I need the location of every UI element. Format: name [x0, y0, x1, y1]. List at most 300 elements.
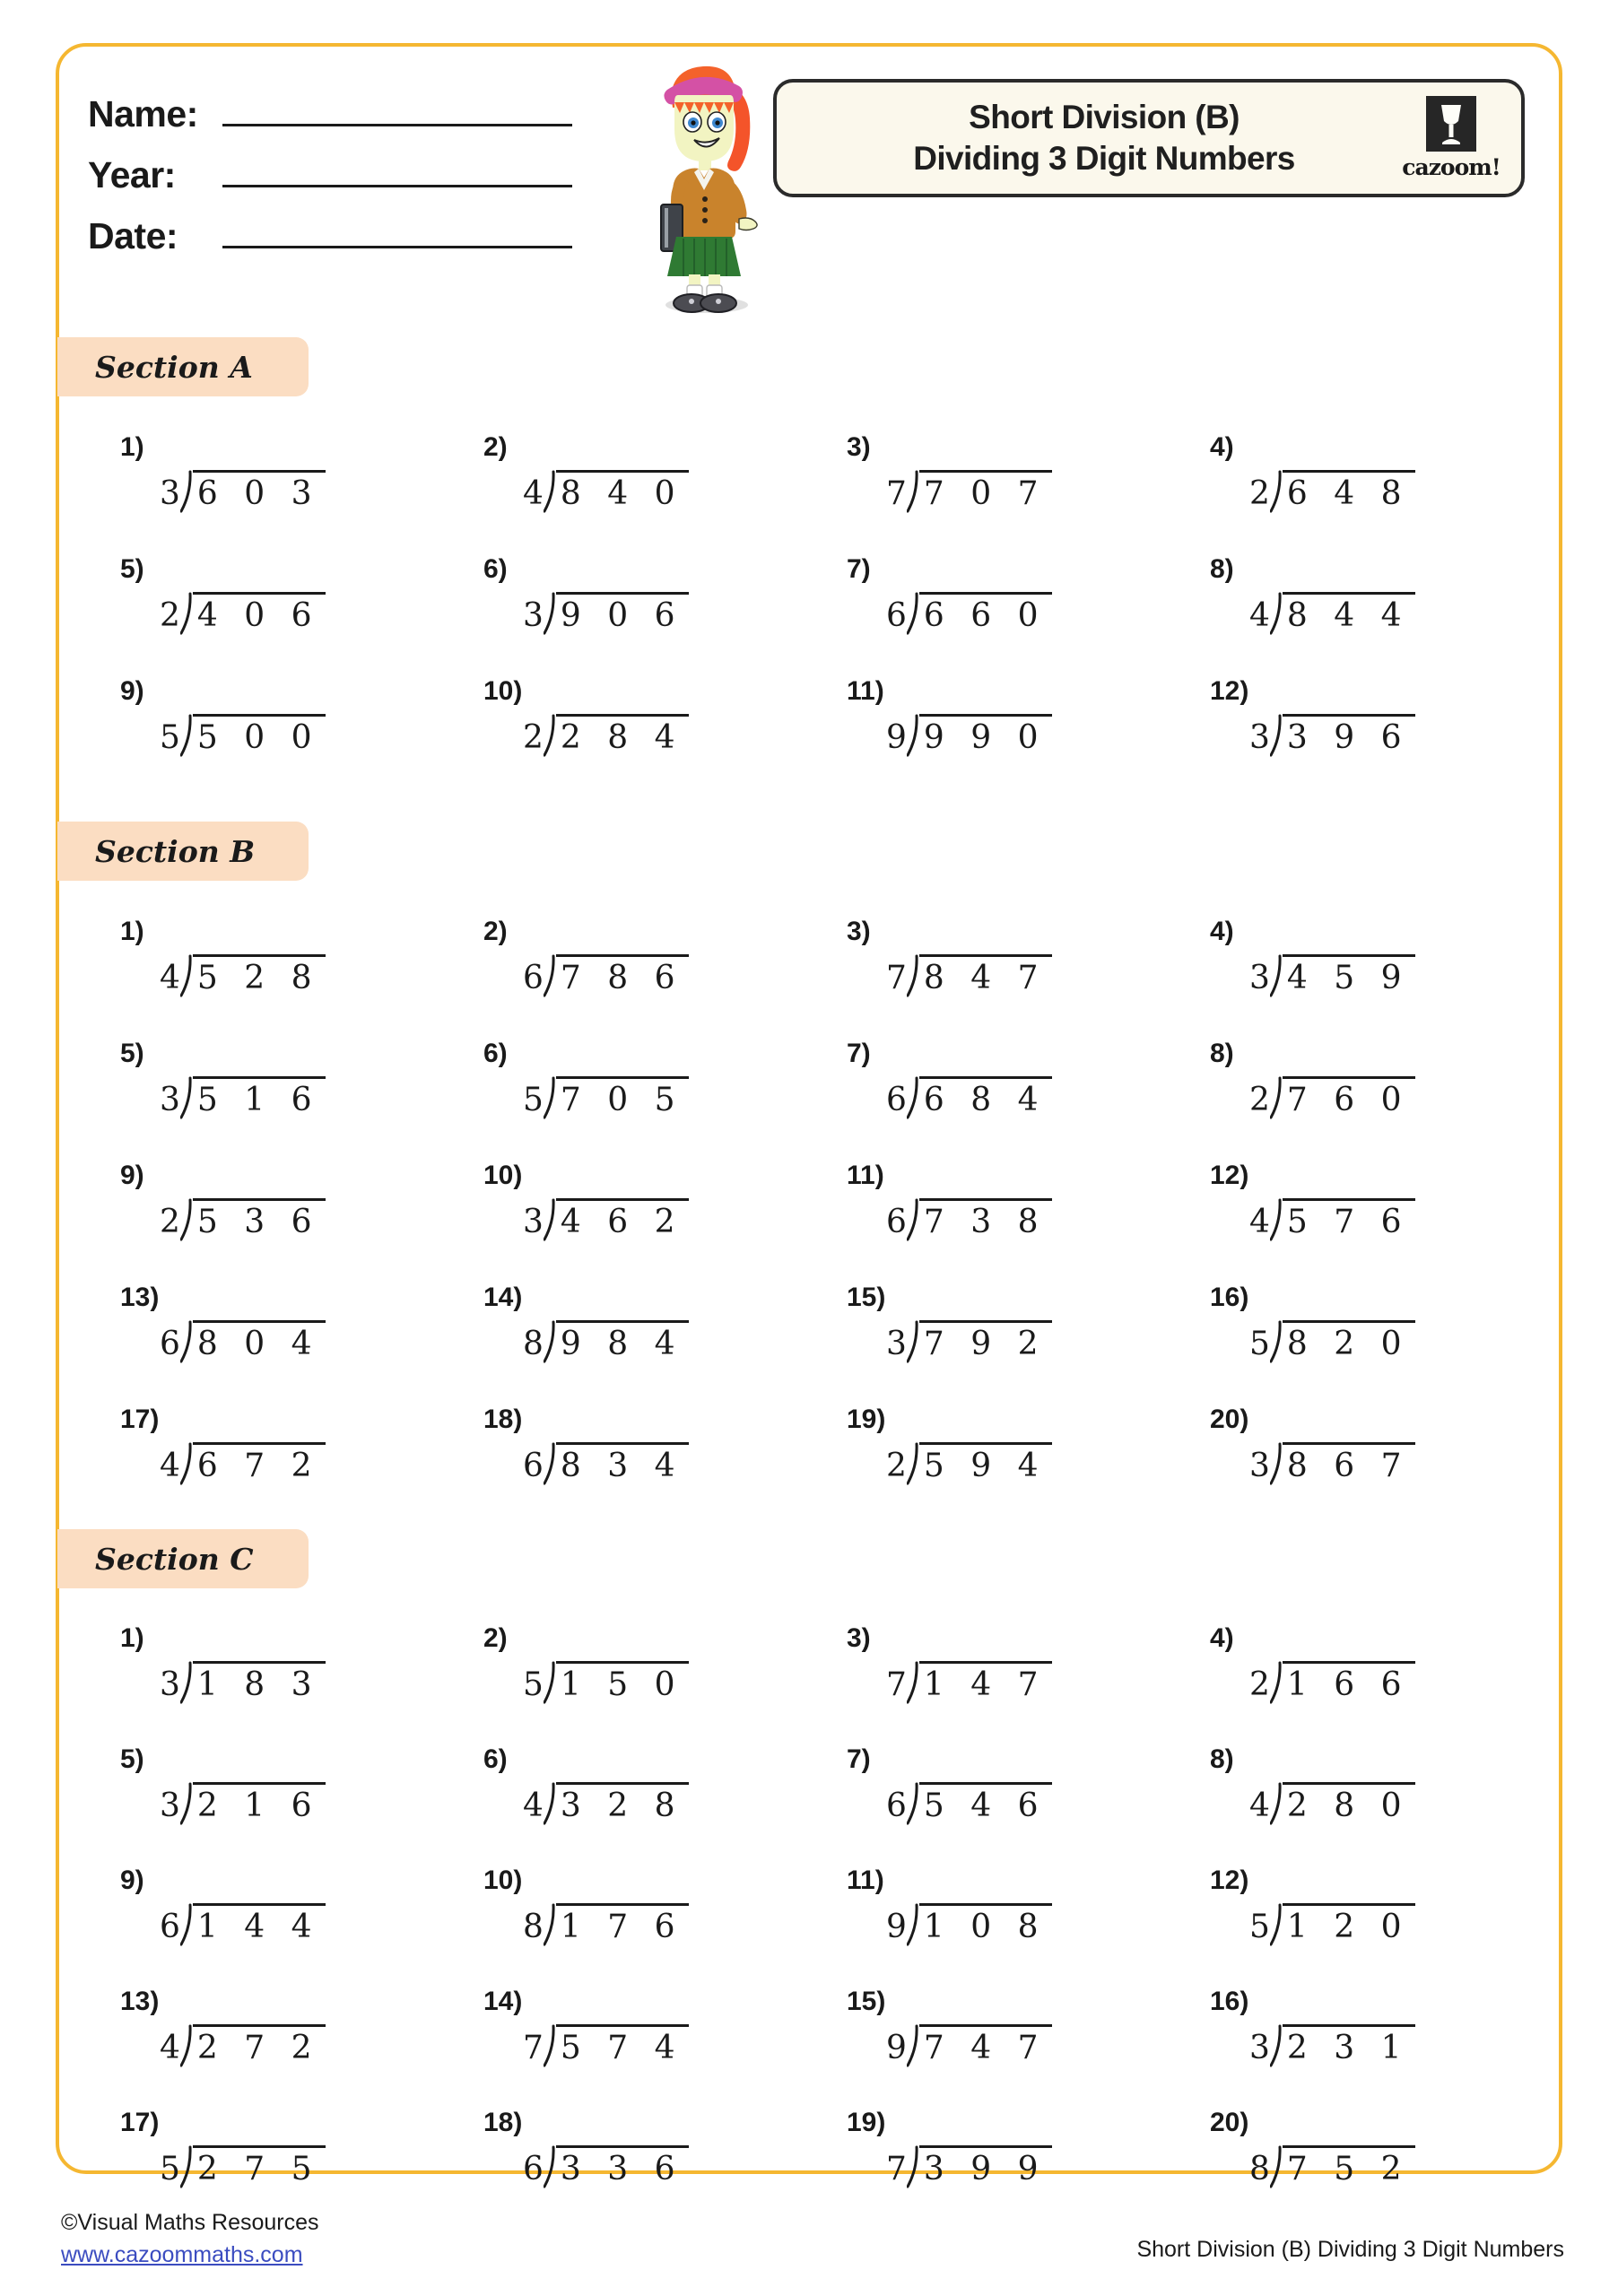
- date-field-input-line[interactable]: [222, 218, 572, 248]
- divisor: 7: [886, 2151, 907, 2187]
- problem-number: 15): [847, 1283, 886, 1312]
- dividend: 1 2 0: [1283, 1903, 1415, 1946]
- section-a-label: Section A: [95, 349, 253, 385]
- short-division-expression: [523, 1442, 813, 1485]
- division-bracket-icon: [180, 714, 193, 757]
- dividend: 3 9 9: [919, 2145, 1052, 2188]
- division-problem: [86, 1987, 449, 2108]
- dividend: 7 4 7: [919, 2024, 1052, 2067]
- dividend: 5 9 4: [919, 1442, 1052, 1485]
- dividend: 2 7 5: [193, 2145, 326, 2188]
- divisor: 4: [160, 960, 180, 996]
- division-problem: [1176, 554, 1539, 676]
- divisor: 9: [886, 1909, 907, 1945]
- divisor: 7: [886, 1666, 907, 1703]
- divisor: 2: [523, 719, 544, 756]
- problem-number: 9): [120, 1866, 144, 1895]
- dividend: 5 1 6: [193, 1076, 326, 1119]
- division-problem: [813, 1866, 1176, 1987]
- section-banner-c: [57, 1529, 309, 1588]
- division-bracket-icon: [1270, 714, 1283, 757]
- dividend: 1 5 0: [556, 1661, 689, 1704]
- problem-number: 15): [847, 1987, 886, 2016]
- dividend: 7 3 8: [919, 1198, 1052, 1241]
- problem-number: 13): [120, 1283, 160, 1312]
- problem-number: 8): [1210, 554, 1234, 584]
- divisor: 6: [523, 960, 544, 996]
- dividend: 5 2 8: [193, 954, 326, 997]
- dividend: 5 4 6: [919, 1782, 1052, 1825]
- divisor: 6: [886, 597, 907, 634]
- short-division-expression: [886, 1782, 1176, 1825]
- problem-number: 14): [483, 1987, 523, 2016]
- dividend: 7 9 2: [919, 1320, 1052, 1363]
- section-banner-a: [57, 337, 309, 396]
- short-division-expression: [886, 592, 1176, 635]
- divisor: 3: [523, 1204, 544, 1240]
- dividend: 5 3 6: [193, 1198, 326, 1241]
- section-c-label: Section C: [95, 1541, 254, 1577]
- goblet-glyph-icon: [1436, 101, 1466, 146]
- division-bracket-icon: [907, 1198, 919, 1241]
- division-problem: [86, 1405, 449, 1526]
- name-field-input-line[interactable]: [222, 96, 572, 126]
- short-division-expression: [1249, 1782, 1539, 1825]
- division-bracket-icon: [907, 2024, 919, 2067]
- problem-number: 5): [120, 1744, 144, 1774]
- problem-number: 6): [483, 1039, 508, 1068]
- short-division-expression: [1249, 1903, 1539, 1946]
- division-bracket-icon: [544, 470, 556, 513]
- division-problem: [813, 917, 1176, 1039]
- short-division-expression: [160, 1903, 449, 1946]
- short-division-expression: [523, 714, 813, 757]
- problem-number: 7): [847, 554, 871, 584]
- short-division-expression: [1249, 1320, 1539, 1363]
- divisor: 3: [160, 1082, 180, 1118]
- problem-number: 2): [483, 432, 508, 462]
- problem-number: 18): [483, 1405, 523, 1434]
- divisor: 4: [523, 1787, 544, 1824]
- short-division-expression: [160, 1320, 449, 1363]
- divisor: 2: [160, 597, 180, 634]
- dividend: 6 4 8: [1283, 470, 1415, 513]
- problem-number: 10): [483, 1161, 523, 1190]
- dividend: 1 0 8: [919, 1903, 1052, 1946]
- division-problem: [1176, 676, 1539, 798]
- divisor: 6: [160, 1909, 180, 1945]
- division-problem: [1176, 1405, 1539, 1526]
- page-title-line2: Dividing 3 Digit Numbers: [913, 140, 1295, 177]
- divisor: 4: [1249, 1204, 1270, 1240]
- division-bracket-icon: [180, 2145, 193, 2188]
- short-division-expression: [886, 1320, 1176, 1363]
- short-division-expression: [160, 2145, 449, 2188]
- division-problem: [449, 1405, 813, 1526]
- dividend: 8 4 4: [1283, 592, 1415, 635]
- divisor: 9: [886, 719, 907, 756]
- footer-copyright: ©Visual Maths Resources: [61, 2210, 319, 2235]
- division-bracket-icon: [544, 1903, 556, 1946]
- problem-number: 7): [847, 1039, 871, 1068]
- short-division-expression: [160, 470, 449, 513]
- dividend: 3 2 8: [556, 1782, 689, 1825]
- division-problem: [449, 1623, 813, 1744]
- divisor: 7: [886, 475, 907, 512]
- worksheet-footer: [0, 2199, 1618, 2296]
- cazoom-logo: [1401, 96, 1501, 180]
- divisor: 2: [886, 1448, 907, 1484]
- problem-number: 9): [120, 1161, 144, 1190]
- year-field-row: [88, 154, 572, 196]
- short-division-expression: [1249, 1076, 1539, 1119]
- name-field-row: [88, 93, 572, 135]
- section-a-problem-grid: [86, 432, 1539, 798]
- division-bracket-icon: [180, 1320, 193, 1363]
- dividend: 5 0 0: [193, 714, 326, 757]
- division-problem: [86, 554, 449, 676]
- dividend: 5 7 4: [556, 2024, 689, 2067]
- division-bracket-icon: [1270, 1198, 1283, 1241]
- problem-number: 10): [483, 1866, 523, 1895]
- division-bracket-icon: [180, 1903, 193, 1946]
- division-problem: [1176, 1039, 1539, 1161]
- problem-number: 1): [120, 917, 144, 946]
- section-b-label: Section B: [95, 833, 256, 869]
- divisor: 8: [523, 1326, 544, 1362]
- short-division-expression: [886, 2145, 1176, 2188]
- problem-number: 16): [1210, 1283, 1249, 1312]
- division-bracket-icon: [907, 1782, 919, 1825]
- division-bracket-icon: [180, 1076, 193, 1119]
- divisor: 4: [1249, 597, 1270, 634]
- problem-number: 5): [120, 1039, 144, 1068]
- division-problem: [86, 1161, 449, 1283]
- dividend: 8 6 7: [1283, 1442, 1415, 1485]
- division-problem: [449, 1866, 813, 1987]
- dividend: 6 6 0: [919, 592, 1052, 635]
- problem-number: 17): [120, 1405, 160, 1434]
- division-bracket-icon: [907, 1442, 919, 1485]
- divisor: 5: [523, 1082, 544, 1118]
- divisor: 5: [160, 719, 180, 756]
- dividend: 1 8 3: [193, 1661, 326, 1704]
- divisor: 2: [1249, 1666, 1270, 1703]
- problem-number: 12): [1210, 1161, 1249, 1190]
- division-bracket-icon: [1270, 1903, 1283, 1946]
- division-problem: [813, 1161, 1176, 1283]
- dividend: 8 4 7: [919, 954, 1052, 997]
- dividend: 2 8 0: [1283, 1782, 1415, 1825]
- divisor: 5: [1249, 1909, 1270, 1945]
- problem-number: 12): [1210, 676, 1249, 706]
- short-division-expression: [886, 714, 1176, 757]
- division-bracket-icon: [544, 954, 556, 997]
- divisor: 6: [886, 1787, 907, 1824]
- division-bracket-icon: [180, 1442, 193, 1485]
- dividend: 1 4 4: [193, 1903, 326, 1946]
- dividend: 6 0 3: [193, 470, 326, 513]
- dividend: 7 5 2: [1283, 2145, 1415, 2188]
- division-bracket-icon: [1270, 1076, 1283, 1119]
- short-division-expression: [160, 2024, 449, 2067]
- problem-number: 19): [847, 2108, 886, 2137]
- dividend: 7 0 7: [919, 470, 1052, 513]
- dividend: 2 3 1: [1283, 2024, 1415, 2067]
- division-problem: [813, 1744, 1176, 1866]
- division-bracket-icon: [544, 592, 556, 635]
- divisor: 8: [1249, 2151, 1270, 2187]
- divisor: 3: [1249, 2030, 1270, 2066]
- division-bracket-icon: [1270, 2145, 1283, 2188]
- divisor: 6: [886, 1082, 907, 1118]
- dividend: 2 1 6: [193, 1782, 326, 1825]
- section-c-problem-grid: [86, 1623, 1539, 2229]
- short-division-expression: [1249, 1198, 1539, 1241]
- problem-number: 18): [483, 2108, 523, 2137]
- divisor: 3: [160, 1787, 180, 1824]
- dividend: 6 8 4: [919, 1076, 1052, 1119]
- division-problem: [449, 554, 813, 676]
- divisor: 2: [1249, 475, 1270, 512]
- problem-number: 6): [483, 554, 508, 584]
- dividend: 9 0 6: [556, 592, 689, 635]
- short-division-expression: [523, 1320, 813, 1363]
- divisor: 3: [160, 1666, 180, 1703]
- division-problem: [86, 1283, 449, 1405]
- division-bracket-icon: [1270, 592, 1283, 635]
- name-field-label: Name:: [88, 93, 198, 135]
- divisor: 6: [886, 1204, 907, 1240]
- short-division-expression: [886, 1442, 1176, 1485]
- divisor: 7: [886, 960, 907, 996]
- division-bracket-icon: [1270, 1442, 1283, 1485]
- cazoom-goblet-icon: [1426, 96, 1476, 152]
- problem-number: 16): [1210, 1987, 1249, 2016]
- short-division-expression: [523, 2024, 813, 2067]
- division-problem: [813, 1039, 1176, 1161]
- problem-number: 9): [120, 676, 144, 706]
- short-division-expression: [160, 1782, 449, 1825]
- dividend: 2 8 4: [556, 714, 689, 757]
- division-bracket-icon: [544, 1661, 556, 1704]
- dividend: 4 0 6: [193, 592, 326, 635]
- date-field-label: Date:: [88, 215, 178, 257]
- division-problem: [813, 1405, 1176, 1526]
- division-bracket-icon: [544, 1320, 556, 1363]
- short-division-expression: [160, 1076, 449, 1119]
- dividend: 8 3 4: [556, 1442, 689, 1485]
- short-division-expression: [1249, 2145, 1539, 2188]
- dividend: 5 7 6: [1283, 1198, 1415, 1241]
- divisor: 7: [523, 2030, 544, 2066]
- short-division-expression: [523, 470, 813, 513]
- short-division-expression: [523, 592, 813, 635]
- division-bracket-icon: [907, 714, 919, 757]
- short-division-expression: [523, 1782, 813, 1825]
- divisor: 2: [160, 1204, 180, 1240]
- divisor: 6: [160, 1326, 180, 1362]
- division-problem: [449, 1039, 813, 1161]
- short-division-expression: [886, 1661, 1176, 1704]
- division-bracket-icon: [180, 2024, 193, 2067]
- division-bracket-icon: [544, 1442, 556, 1485]
- divisor: 3: [1249, 1448, 1270, 1484]
- dividend: 4 6 2: [556, 1198, 689, 1241]
- division-problem: [1176, 1744, 1539, 1866]
- problem-number: 2): [483, 917, 508, 946]
- division-bracket-icon: [1270, 954, 1283, 997]
- divisor: 2: [1249, 1082, 1270, 1118]
- divisor: 6: [523, 2151, 544, 2187]
- division-bracket-icon: [1270, 1661, 1283, 1704]
- division-problem: [86, 432, 449, 554]
- problem-number: 11): [847, 1866, 884, 1895]
- problem-number: 14): [483, 1283, 523, 1312]
- date-field-row: [88, 215, 572, 257]
- problem-number: 8): [1210, 1744, 1234, 1774]
- footer-credit: [61, 2206, 319, 2272]
- division-bracket-icon: [180, 1782, 193, 1825]
- short-division-expression: [886, 1076, 1176, 1119]
- divisor: 5: [523, 1666, 544, 1703]
- division-problem: [449, 1744, 813, 1866]
- division-problem: [86, 1866, 449, 1987]
- division-problem: [449, 432, 813, 554]
- divisor: 3: [1249, 960, 1270, 996]
- short-division-expression: [1249, 592, 1539, 635]
- division-bracket-icon: [544, 1782, 556, 1825]
- year-field-label: Year:: [88, 154, 176, 196]
- divisor: 6: [523, 1448, 544, 1484]
- division-problem: [813, 1283, 1176, 1405]
- year-field-input-line[interactable]: [222, 157, 572, 187]
- division-problem: [449, 1987, 813, 2108]
- short-division-expression: [886, 954, 1176, 997]
- section-b-problem-grid: [86, 917, 1539, 1526]
- page-title: [807, 97, 1401, 180]
- division-bracket-icon: [907, 1320, 919, 1363]
- division-bracket-icon: [907, 2145, 919, 2188]
- divisor: 4: [1249, 1787, 1270, 1824]
- division-bracket-icon: [907, 954, 919, 997]
- short-division-expression: [523, 1903, 813, 1946]
- dividend: 6 7 2: [193, 1442, 326, 1485]
- short-division-expression: [1249, 1661, 1539, 1704]
- division-problem: [449, 917, 813, 1039]
- footer-website-link[interactable]: www.cazoommaths.com: [61, 2242, 303, 2268]
- divisor: 3: [160, 475, 180, 512]
- problem-number: 13): [120, 1987, 160, 2016]
- division-problem: [86, 676, 449, 798]
- division-problem: [449, 676, 813, 798]
- divisor: 3: [523, 597, 544, 634]
- problem-number: 4): [1210, 917, 1234, 946]
- division-bracket-icon: [180, 1198, 193, 1241]
- division-bracket-icon: [1270, 470, 1283, 513]
- problem-number: 6): [483, 1744, 508, 1774]
- dividend: 7 8 6: [556, 954, 689, 997]
- division-bracket-icon: [544, 2145, 556, 2188]
- problem-number: 1): [120, 1623, 144, 1653]
- division-bracket-icon: [907, 592, 919, 635]
- short-division-expression: [160, 954, 449, 997]
- dividend: 9 9 0: [919, 714, 1052, 757]
- divisor: 8: [523, 1909, 544, 1945]
- division-bracket-icon: [180, 470, 193, 513]
- short-division-expression: [1249, 2024, 1539, 2067]
- short-division-expression: [160, 714, 449, 757]
- short-division-expression: [523, 1198, 813, 1241]
- division-bracket-icon: [907, 1076, 919, 1119]
- problem-number: 1): [120, 432, 144, 462]
- short-division-expression: [160, 592, 449, 635]
- division-problem: [1176, 1866, 1539, 1987]
- division-bracket-icon: [180, 592, 193, 635]
- problem-number: 3): [847, 1623, 871, 1653]
- short-division-expression: [886, 1903, 1176, 1946]
- divisor: 4: [160, 2030, 180, 2066]
- dividend: 8 0 4: [193, 1320, 326, 1363]
- division-bracket-icon: [907, 1661, 919, 1704]
- divisor: 5: [1249, 1326, 1270, 1362]
- dividend: 7 0 5: [556, 1076, 689, 1119]
- dividend: 8 2 0: [1283, 1320, 1415, 1363]
- division-problem: [86, 917, 449, 1039]
- dividend: 1 7 6: [556, 1903, 689, 1946]
- divisor: 9: [886, 2030, 907, 2066]
- short-division-expression: [1249, 470, 1539, 513]
- division-bracket-icon: [544, 2024, 556, 2067]
- division-bracket-icon: [180, 1661, 193, 1704]
- dividend: 9 8 4: [556, 1320, 689, 1363]
- schoolgirl-mascot-icon: [628, 47, 780, 316]
- problem-number: 19): [847, 1405, 886, 1434]
- dividend: 1 4 7: [919, 1661, 1052, 1704]
- short-division-expression: [1249, 1442, 1539, 1485]
- divisor: 4: [160, 1448, 180, 1484]
- division-problem: [813, 554, 1176, 676]
- division-problem: [449, 1283, 813, 1405]
- short-division-expression: [1249, 954, 1539, 997]
- dividend: 8 4 0: [556, 470, 689, 513]
- problem-number: 7): [847, 1744, 871, 1774]
- division-problem: [86, 1744, 449, 1866]
- problem-number: 8): [1210, 1039, 1234, 1068]
- division-bracket-icon: [907, 470, 919, 513]
- division-problem: [449, 1161, 813, 1283]
- short-division-expression: [523, 2145, 813, 2188]
- short-division-expression: [523, 1661, 813, 1704]
- divisor: 5: [160, 2151, 180, 2187]
- division-problem: [1176, 1623, 1539, 1744]
- problem-number: 12): [1210, 1866, 1249, 1895]
- problem-number: 4): [1210, 432, 1234, 462]
- division-problem: [813, 432, 1176, 554]
- division-bracket-icon: [1270, 2024, 1283, 2067]
- division-bracket-icon: [544, 714, 556, 757]
- division-problem: [1176, 917, 1539, 1039]
- problem-number: 3): [847, 917, 871, 946]
- worksheet-header: [0, 0, 1618, 323]
- short-division-expression: [523, 1076, 813, 1119]
- section-banner-b: [57, 822, 309, 881]
- division-problem: [1176, 1987, 1539, 2108]
- problem-number: 20): [1210, 1405, 1249, 1434]
- dividend: 7 6 0: [1283, 1076, 1415, 1119]
- page-title-line1: Short Division (B): [969, 98, 1240, 135]
- divisor: 4: [523, 475, 544, 512]
